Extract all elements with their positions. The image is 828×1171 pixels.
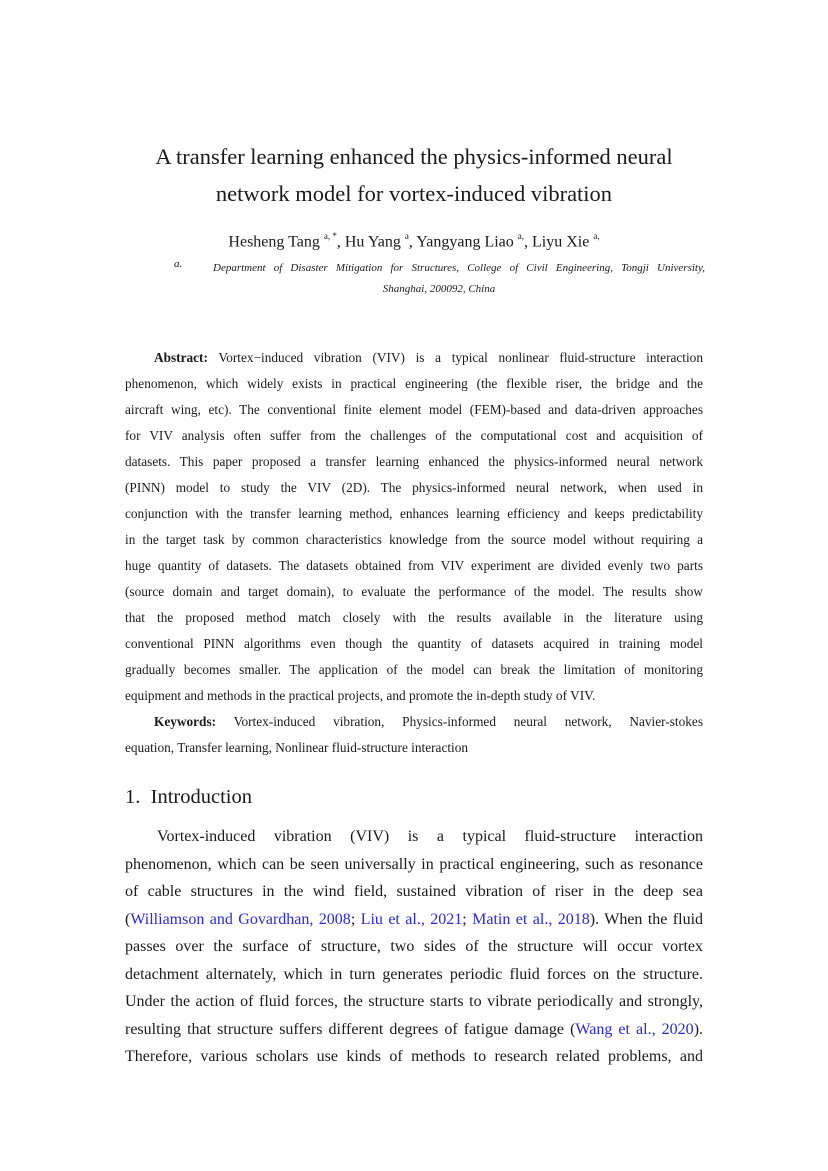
- abstract-line: phenomenon, which widely exists in practical engineering (the flexible riser, the bridge and the: [125, 376, 703, 391]
- abstract-line: in the target task by common characteristics knowledge from the source model without requiring a: [125, 532, 703, 547]
- title-line-1: A transfer learning enhanced the physics-informed neural: [155, 144, 673, 169]
- author-name: Yangyang Liao: [416, 233, 514, 251]
- author-affiliation-mark: a: [404, 231, 409, 241]
- author-affiliation-mark: a,: [593, 231, 600, 241]
- affiliation-line-1: Department of Disaster Mitigation for Structures, College of Civil Engineering, Tongji University,: [213, 262, 705, 274]
- affiliation-line-2: Shanghai, 200092, China: [382, 283, 496, 295]
- intro-line: Vortex-induced vibration (VIV) is a typical fluid-structure interaction: [157, 828, 703, 845]
- abstract-line: conjunction with the transfer learning method, enhances learning efficiency and keeps predictability: [125, 506, 703, 521]
- intro-line: passes over the surface of structure, two sides of the structure will occur vortex: [125, 938, 703, 955]
- author-list: Hesheng Tang $^{a, *}$, Hu Yang $^a$, Yangyang Liao $^{a,}$, Liyu Xie $^{a,}$: [228, 231, 600, 251]
- keywords-label: Keywords:: [154, 714, 217, 729]
- affiliation: [213, 258, 705, 300]
- intro-line: resulting that structure suffers different degrees of fatigue damage (Wang et al., 2020).: [125, 1020, 704, 1038]
- section-title: Introduction: [150, 786, 252, 808]
- author-name: Hu Yang: [344, 233, 401, 251]
- affiliation-mark: a.: [174, 258, 183, 270]
- abstract-line: Abstract: Vortex−induced vibration (VIV) is a typical nonlinear fluid-structure interaction: [154, 350, 703, 365]
- section-number: 1.: [125, 786, 141, 808]
- intro-line: phenomenon, which can be seen universally in practical engineering, such as resonance: [125, 855, 703, 873]
- abstract-line: equipment and methods in the practical projects, and promote the in-depth study of VIV.: [125, 688, 596, 703]
- abstract-line: (source domain and target domain), to evaluate the performance of the model. The results show: [125, 584, 703, 599]
- intro-line: (Williamson and Govardhan, 2008; Liu et al., 2021; Matin et al., 2018). When the fluid: [125, 910, 704, 928]
- abstract-line: for VIV analysis often suffer from the challenges of the computational cost and acquisition of: [125, 428, 703, 443]
- intro-line: detachment alternately, which in turn generates periodic fluid forces on the structure.: [125, 965, 703, 983]
- intro-line: Therefore, various scholars use kinds of methods to research related problems, and: [125, 1048, 703, 1065]
- paper-title: [0, 138, 828, 212]
- abstract-line: conventional PINN algorithms even though the quantity of datasets acquired in training model: [125, 636, 703, 651]
- author-name: Liyu Xie: [532, 233, 590, 251]
- intro-paragraph: [125, 823, 703, 1071]
- intro-line: Under the action of fluid forces, the structure starts to vibrate periodically and strongly,: [125, 993, 703, 1010]
- author-affiliation-mark: a, *: [323, 231, 337, 241]
- citation-link[interactable]: Matin et al., 2018: [472, 910, 590, 928]
- abstract-line: aircraft wing, etc). The conventional finite element model (FEM)-based and data-driven approaches: [125, 402, 703, 417]
- intro-line: of cable structures in the wind field, sustained vibration of riser in the deep sea: [125, 883, 703, 900]
- abstract-line: huge quantity of datasets. The datasets obtained from VIV experiment are divided evenly two parts: [125, 558, 703, 573]
- citation-link[interactable]: Williamson and Govardhan, 2008: [130, 910, 351, 928]
- keywords-line: Keywords: Vortex-induced vibration, Physics-informed neural network, Navier-stokes: [154, 714, 703, 729]
- abstract: [125, 345, 703, 761]
- abstract-label: Abstract:: [154, 350, 208, 365]
- author-name: Hesheng Tang: [228, 233, 320, 251]
- citation-link[interactable]: Wang et al., 2020: [575, 1020, 694, 1038]
- citation-link[interactable]: Liu et al., 2021: [360, 910, 463, 928]
- keywords-line: equation, Transfer learning, Nonlinear fluid-structure interaction: [125, 740, 469, 755]
- section-heading: [125, 783, 252, 811]
- abstract-line: datasets. This paper proposed a transfer learning enhanced the physics-informed neural network: [125, 454, 703, 469]
- author-affiliation-mark: a,: [517, 231, 525, 241]
- abstract-line: that the proposed method match closely with the results available in the literature using: [125, 610, 703, 625]
- title-line-2: network model for vortex-induced vibration: [215, 181, 613, 206]
- abstract-line: (PINN) model to study the VIV (2D). The physics-informed neural network, when used in: [125, 480, 703, 495]
- abstract-line: gradually becomes smaller. The application of the model can break the limitation of monitoring: [125, 662, 703, 677]
